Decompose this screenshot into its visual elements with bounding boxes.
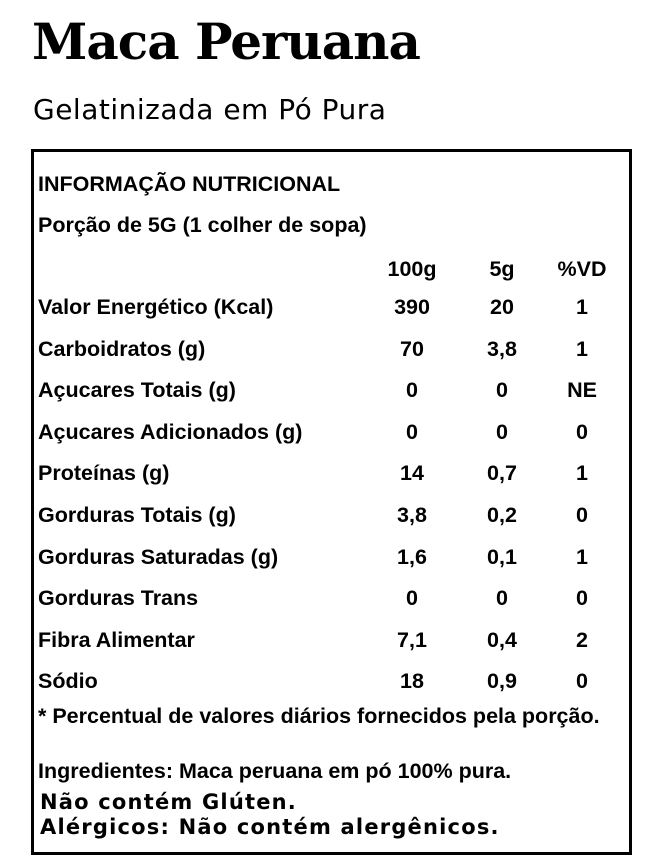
- value-per-100g: 0: [406, 378, 418, 402]
- value-per-100g: 3,8: [397, 503, 427, 527]
- value-per-100g: 14: [400, 461, 424, 485]
- value-per-5g: 0: [496, 420, 508, 444]
- value-per-5g: 0,4: [487, 628, 517, 652]
- daily-value-percent: 1: [576, 461, 588, 485]
- value-per-5g: 0: [496, 586, 508, 610]
- nutrient-name: Carboidratos (g): [38, 337, 206, 361]
- daily-value-percent: 0: [576, 669, 588, 693]
- value-per-5g: 3,8: [487, 337, 517, 361]
- value-per-5g: 0,9: [487, 669, 517, 693]
- daily-value-percent: 0: [576, 503, 588, 527]
- value-per-5g: 0: [496, 378, 508, 402]
- allergens-notice: Alérgicos: Não contém alergênicos.: [40, 815, 500, 839]
- table-heading: INFORMAÇÃO NUTRICIONAL: [38, 172, 341, 196]
- daily-value-percent: 0: [576, 586, 588, 610]
- nutrition-facts-table: [31, 149, 632, 855]
- value-per-100g: 7,1: [397, 628, 427, 652]
- product-title: Maca Peruana: [32, 12, 420, 71]
- daily-value-percent: 1: [576, 337, 588, 361]
- nutrient-name: Valor Energético (Kcal): [38, 295, 274, 319]
- value-per-100g: 1,6: [397, 545, 427, 569]
- nutrient-name: Sódio: [38, 669, 98, 693]
- nutrient-name: Açucares Adicionados (g): [38, 420, 303, 444]
- value-per-5g: 0,7: [487, 461, 517, 485]
- daily-value-percent: 1: [576, 545, 588, 569]
- nutrient-name: Fibra Alimentar: [38, 628, 195, 652]
- portion-size: Porção de 5G (1 colher de sopa): [38, 213, 367, 237]
- product-subtitle: Gelatinizada em Pó Pura: [33, 93, 387, 126]
- value-per-100g: 390: [394, 295, 430, 319]
- nutrient-name: Gorduras Trans: [38, 586, 199, 610]
- nutrient-name: Proteínas (g): [38, 461, 170, 485]
- daily-value-percent: NE: [567, 378, 597, 402]
- value-per-5g: 0,2: [487, 503, 517, 527]
- footnote: * Percentual de valores diários fornecidos pela porção.: [38, 704, 600, 728]
- value-per-5g: 0,1: [487, 545, 517, 569]
- value-per-100g: 0: [406, 586, 418, 610]
- gluten-notice: Não contém Glúten.: [40, 790, 297, 814]
- value-per-100g: 0: [406, 420, 418, 444]
- daily-value-percent: 2: [576, 628, 588, 652]
- ingredients: Ingredientes: Maca peruana em pó 100% pura.: [38, 759, 512, 783]
- daily-value-percent: 0: [576, 420, 588, 444]
- daily-value-percent: 1: [576, 295, 588, 319]
- nutrient-name: Açucares Totais (g): [38, 378, 236, 402]
- value-per-100g: 70: [400, 337, 424, 361]
- nutrient-name: Gorduras Totais (g): [38, 503, 236, 527]
- column-header-100g: 100g: [387, 257, 437, 281]
- value-per-5g: 20: [490, 295, 514, 319]
- value-per-100g: 18: [400, 669, 424, 693]
- column-header-vd: %VD: [557, 257, 607, 281]
- column-header-5g: 5g: [489, 257, 515, 281]
- nutrient-name: Gorduras Saturadas (g): [38, 545, 279, 569]
